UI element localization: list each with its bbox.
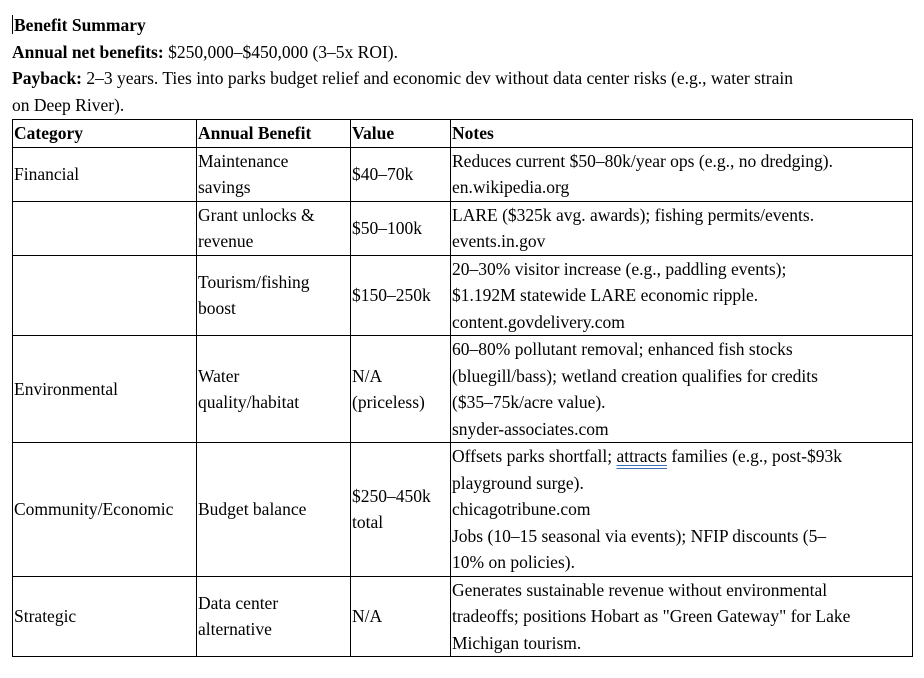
table-row [13,576,913,657]
cell-category: Strategic [13,576,197,657]
cell-notes: Generates sustainable revenue without environmental tradeoffs; positions Hobart as "Green Gateway" for Lake Michigan tourism. [451,576,913,657]
cell-category: Community/Economic [13,443,197,577]
summary-heading: Benefit Summary [14,15,146,35]
cell-notes: Offsets parks shortfall; attracts families (e.g., post-$93k playground surge). chicagotribune.com Jobs (10–15 seasonal via events); NFIP discounts (5– 10% on policies). [451,443,913,577]
header-notes: Notes [451,120,913,148]
cell-value: $150–250k [351,255,451,336]
cell-category [13,201,197,255]
cell-benefit: Maintenance savings [197,147,351,201]
net-benefits-label: Annual net benefits: [12,41,164,62]
cell-benefit: Water quality/habitat [197,336,351,443]
cell-benefit: Data center alternative [197,576,351,657]
cell-notes: 20–30% visitor increase (e.g., paddling events); $1.192M statewide LARE economic ripple. content.govdelivery.com [451,255,913,336]
cell-notes: 60–80% pollutant removal; enhanced fish stocks (bluegill/bass); wetland creation qualifies for credits ($35–75k/acre value). snyder-associates.com [451,336,913,443]
payback-line [12,65,918,118]
cell-category [13,255,197,336]
cell-notes: LARE ($325k avg. awards); fishing permits/events. events.in.gov [451,201,913,255]
document-body [12,12,918,657]
text-cursor [12,15,13,34]
payback-label: Payback: [12,68,82,88]
cell-value: N/A (priceless) [351,336,451,443]
header-value: Value [351,120,451,148]
net-benefits-line [12,39,918,66]
header-category: Category [13,120,197,148]
table-row [13,255,913,336]
payback-text-cont: on Deep River). [12,94,125,115]
net-benefits-value: $250,000–$450,000 (3–5x ROI). [163,41,398,62]
table-row [13,147,913,201]
payback-text: 2–3 years. Ties into parks budget relief and economic dev without data center risks (e.g., water strain [82,68,793,88]
cell-benefit: Tourism/fishing boost [197,255,351,336]
spellcheck-underlined-word[interactable]: attracts [616,446,667,466]
header-annual-benefit: Annual Benefit [197,120,351,148]
cell-value: $250–450k total [351,443,451,577]
cell-value: $50–100k [351,201,451,255]
cell-benefit: Grant unlocks & revenue [197,201,351,255]
cell-value: $40–70k [351,147,451,201]
cell-value: N/A [351,576,451,657]
table-header-row [13,120,913,148]
benefit-table [12,119,913,657]
cell-notes: Reduces current $50–80k/year ops (e.g., no dredging). en.wikipedia.org [451,147,913,201]
cell-category: Environmental [13,336,197,443]
cell-category: Financial [13,147,197,201]
table-row [13,336,913,443]
table-row [13,201,913,255]
cell-benefit: Budget balance [197,443,351,577]
table-row [13,443,913,577]
